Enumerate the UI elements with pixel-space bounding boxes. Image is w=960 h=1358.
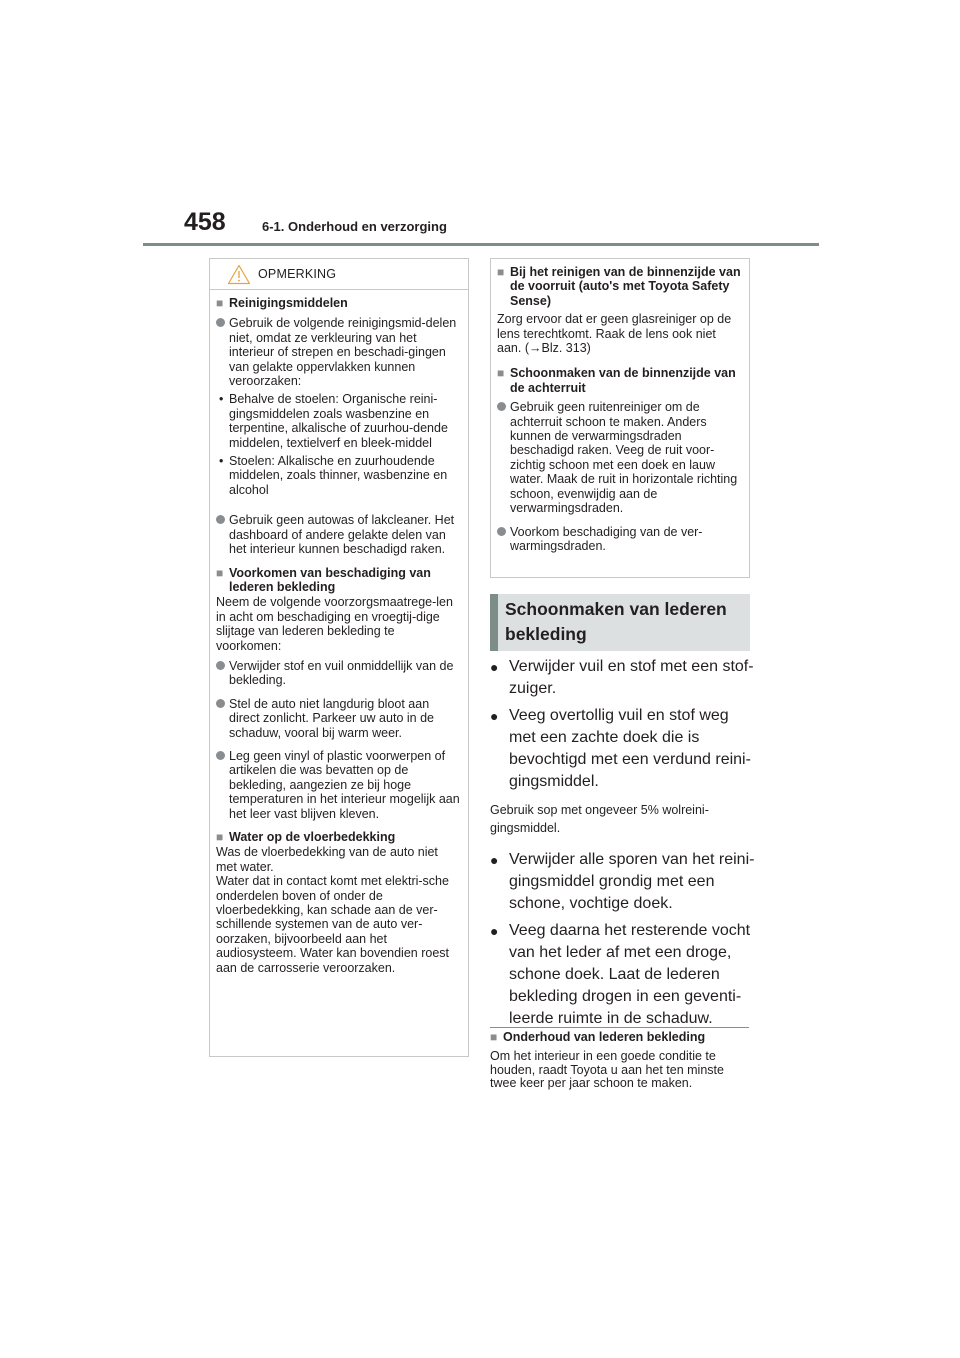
warning-triangle-icon — [227, 264, 251, 285]
heading-accent-bar — [490, 594, 498, 651]
list-item: Gebruik de volgende reinigingsmid-delen niet, omdat ze verkleuring van het interieur of strepen en beschadi-gingen van gelakte oppervlakken kunnen veroorzaken: — [216, 316, 461, 388]
list-item: Stel de auto niet langdurig bloot aan direct zonlicht. Parkeer uw auto in de schaduw, vooral bij warm weer. — [216, 697, 461, 740]
heading-text: Schoonmaken van lederen bekleding — [505, 599, 727, 644]
list-item: ● Veeg overtollig vuil en stof weg met een zachte doek die is bevochtigd met een verdund reini-gingsmiddel. — [490, 705, 755, 793]
paragraph: Om het interieur in een goede conditie te houden, raadt Toyota u aan het ten minste twee keer per jaar schoon te maken. — [490, 1048, 724, 1091]
subheading-leather: ■ Voorkomen van beschadiging van lederen bekleding — [216, 565, 431, 594]
bullet-icon: ● — [490, 852, 499, 868]
divider — [490, 1027, 749, 1028]
maintenance-note — [490, 1031, 752, 1091]
page-reference: (→Blz. 313) — [524, 341, 591, 356]
list-item: Verwijder stof en vuil onmiddellijk van de bekleding. — [216, 659, 461, 688]
sub-list-item: • Stoelen: Alkalische en zuurhoudende middelen, zoals thinner, wasbenzine en alcohol — [216, 454, 461, 497]
list-item: ● Veeg daarna het resterende vocht van het leder af met een droge, schone doek. Laat de lederen bekleding drogen in een geventi-leerde ruimte in de schaduw. — [490, 920, 755, 1030]
sub-list-item: • Behalve de stoelen: Organische reini-gingsmiddelen zoals wasbenzine en terpentine, alkalische of zuurhou-dende middelen, textielverf en bleek-middel — [216, 392, 461, 450]
section-title: 6-1. Onderhoud en verzorging — [262, 219, 447, 234]
subheading-water: ■ Water op de vloerbedekking — [216, 830, 396, 844]
notice-header — [210, 259, 468, 290]
section-heading — [490, 594, 750, 651]
notice-box — [209, 258, 469, 1057]
bullet-icon: ● — [490, 659, 499, 675]
subheading-rear-window: ■ Schoonmaken van de binnenzijde van de achterruit — [497, 366, 736, 395]
bullet-icon: ● — [490, 923, 499, 939]
list-item: Leg geen vinyl of plastic voorwerpen of artikelen die was bevatten op de bekleding, aangezien ze bij hoge temperaturen in het interieur mogelijk aan het leer vast blijven kleven. — [216, 749, 461, 821]
list-item: Gebruik geen autowas of lakcleaner. Het dashboard of andere gelakte delen van het interieur kunnen beschadigd raken. — [216, 513, 461, 556]
circle-bullet-icon — [497, 402, 506, 411]
list-item: Gebruik geen ruitenreiniger om de achterruit schoon te maken. Anders kunnen de verwarmingsdraden beschadigd raken. Veeg de ruit voor-zichtig schoon met een doek en lauw water. Maak de ruit in horizontale richting schoon, evenwijdig aan de verwarmingsdraden. — [497, 400, 742, 515]
square-bullet-icon: ■ — [497, 265, 505, 279]
paragraph: Zorg ervoor dat er geen glasreiniger op de lens terechtkomt. Raak de lens ook niet aan. (→Blz. 313) — [497, 312, 732, 356]
square-bullet-icon: ■ — [216, 830, 224, 844]
dot-bullet-icon: • — [219, 392, 224, 407]
header-rule — [143, 243, 819, 246]
circle-bullet-icon — [216, 751, 225, 760]
paragraph: Neem de volgende voorzorgsmaatrege-len in acht om beschadiging en vroegtij-dige slijtage van lederen bekleding te voorkomen: — [216, 595, 453, 653]
list-item: ● Verwijder alle sporen van het reini-gingsmiddel grondig met een schone, vochtige doek. — [490, 849, 755, 915]
dot-bullet-icon: • — [219, 454, 224, 469]
page-number: 458 — [184, 208, 226, 236]
notice-label: OPMERKING — [258, 267, 337, 281]
subheading-windshield: ■ Bij het reinigen van de binnenzijde van de voorruit (auto's met Toyota Safety Sense) — [497, 265, 741, 308]
square-bullet-icon: ■ — [216, 296, 224, 310]
cleaning-steps — [490, 656, 755, 1035]
circle-bullet-icon — [216, 699, 225, 708]
list-item: Voorkom beschadiging van de ver-warmingsdraden. — [497, 525, 742, 554]
subheading-cleaners: ■ Reinigingsmiddelen — [216, 296, 348, 310]
note-text: Gebruik sop met ongeveer 5% wolreini-gingsmiddel. — [490, 803, 709, 835]
paragraph: Water dat in contact komt met elektri-sche onderdelen boven of onder de vloerbedekking, kan schade aan de ver-schillende systemen van de auto ver-oorzaken, bijvoorbeeld aan het audiosysteem. Water kan bovendien roest aan de carrosserie veroorzaken. — [216, 874, 449, 975]
square-bullet-icon: ■ — [216, 565, 224, 580]
paragraph: Was de vloerbedekking van de auto niet met water. — [216, 845, 438, 874]
circle-bullet-icon — [216, 515, 225, 524]
square-bullet-icon: ■ — [490, 1030, 498, 1044]
note-box — [490, 258, 750, 578]
bullet-icon: ● — [490, 708, 499, 724]
circle-bullet-icon — [216, 661, 225, 670]
list-item: ● Verwijder vuil en stof met een stof-zuiger. — [490, 656, 755, 700]
subheading-maintenance: ■ Onderhoud van lederen bekleding — [490, 1030, 706, 1044]
circle-bullet-icon — [216, 318, 225, 327]
circle-bullet-icon — [497, 527, 506, 536]
square-bullet-icon: ■ — [497, 366, 505, 381]
